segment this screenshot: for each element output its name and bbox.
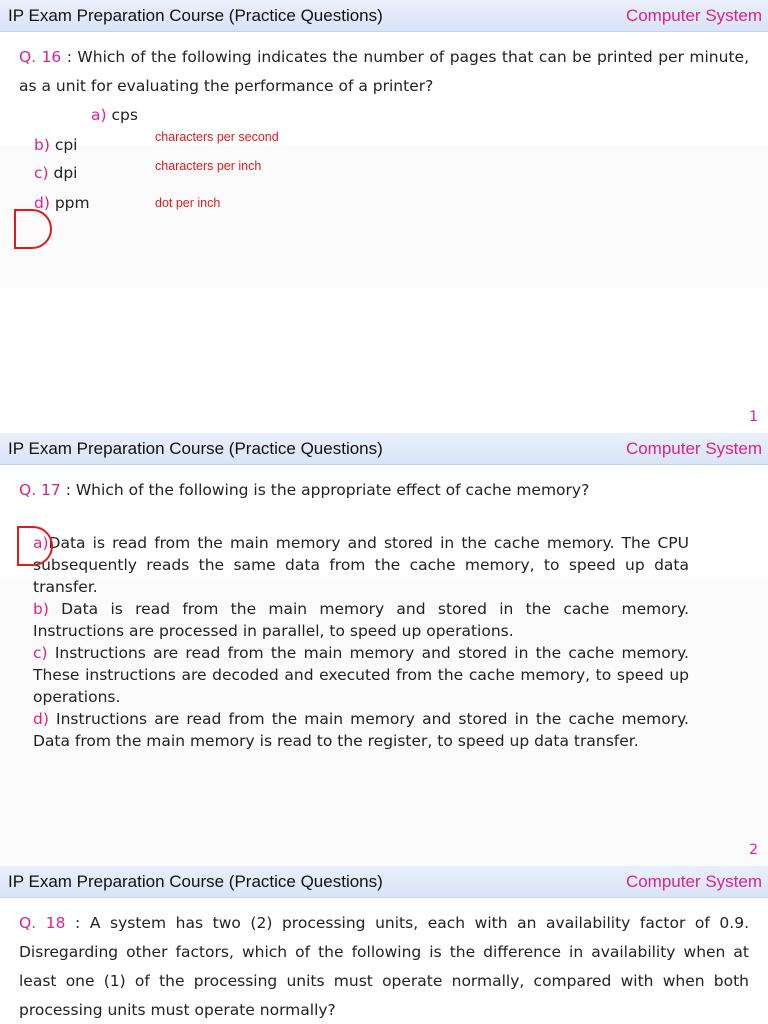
option-d: d) ppm — [34, 194, 90, 212]
option-c: c) Instructions are read from the main memory and stored in the cache memory. These instructions are decoded and executed from the cache memory, to speed up operations. — [33, 644, 689, 706]
slide-shade — [0, 145, 768, 288]
question-text: Which of the following is the appropriate effect of cache memory? — [75, 481, 590, 499]
question-16: Q. 16 : Which of the following indicates the number of pages that can be printed per minute, as a unit for evaluating the performance of a printer? — [19, 48, 749, 95]
question-17: Q. 17 : Which of the following is the appropriate effect of cache memory? — [19, 481, 590, 499]
course-title: IP Exam Preparation Course (Practice Questions) — [8, 872, 383, 891]
question-text: Which of the following indicates the number of pages that can be printed per minute, as a unit for evaluating the performance of a printer? — [19, 48, 749, 95]
annotation-cpi: characters per inch — [155, 159, 262, 173]
slide-3 — [0, 866, 768, 1024]
question-number: Q. 17 — [19, 481, 61, 499]
option-a: a)Data is read from the main memory and stored in the cache memory. The CPU subsequently reads the same data from the cache memory, to speed up data transfer. — [33, 534, 689, 596]
question-number: Q. 18 — [19, 914, 66, 932]
option-a: a) cps — [91, 106, 138, 124]
course-title: IP Exam Preparation Course (Practice Questions) — [8, 439, 383, 458]
subject-label: Computer System — [625, 439, 762, 458]
page-number: 1 — [749, 409, 758, 425]
subject-label: Computer System — [625, 872, 762, 891]
annotation-cps: characters per second — [155, 130, 279, 144]
slide-header — [0, 866, 768, 898]
subject-label: Computer System — [625, 6, 762, 25]
slide-2 — [0, 433, 768, 866]
slide-header — [0, 433, 768, 465]
options-list — [33, 532, 689, 752]
question-text: A system has two (2) processing units, each with an availability factor of 0.9. Disregarding other factors, which of the following is the difference in availability when at least one (1) of the processing units must operate normally, compared with when both processing units must operate normally? — [19, 914, 749, 1019]
slide-1 — [0, 0, 768, 433]
page-number: 2 — [749, 842, 758, 858]
option-b: b) cpi — [34, 136, 78, 154]
option-b: b) Data is read from the main memory and stored in the cache memory. Instructions are processed in parallel, to speed up operations. — [33, 600, 689, 640]
option-d: d) Instructions are read from the main memory and stored in the cache memory. Data from the main memory is read to the register, to speed up data transfer. — [33, 710, 689, 750]
question-18: Q. 18 : A system has two (2) processing units, each with an availability factor of 0.9. Disregarding other factors, which of the following is the difference in availability when at least one (1) of the processing units must operate normally, compared with when both processing units must operate normally? — [19, 914, 749, 1019]
option-c: c) dpi — [34, 164, 78, 182]
slide-header — [0, 0, 768, 32]
course-title: IP Exam Preparation Course (Practice Questions) — [8, 6, 383, 25]
annotation-dpi: dot per inch — [155, 196, 221, 210]
question-number: Q. 16 — [19, 48, 62, 66]
